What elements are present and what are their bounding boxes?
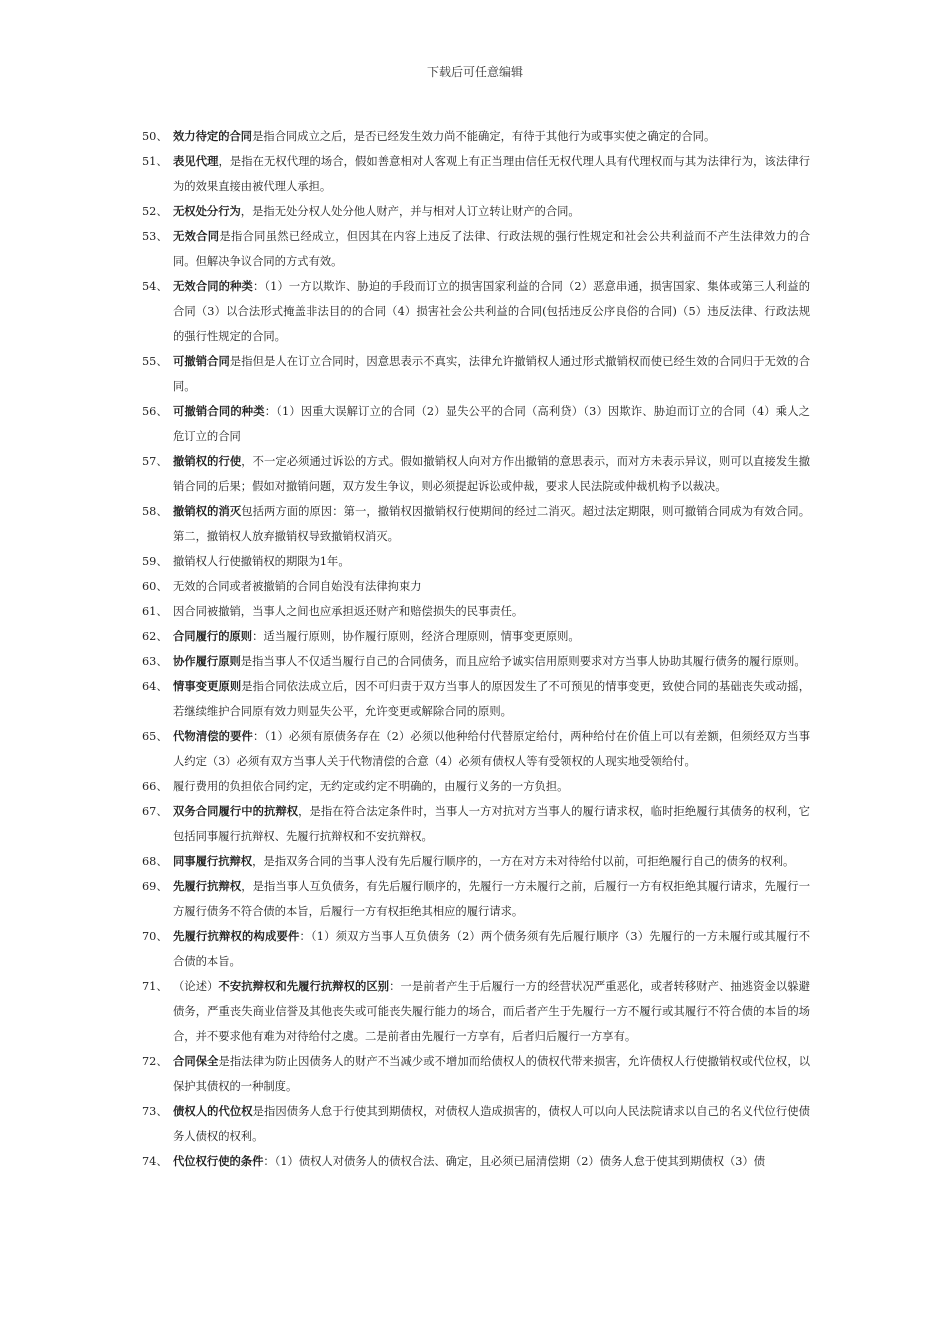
- item-body: [173, 724, 810, 774]
- item-number: 73、: [142, 1105, 168, 1118]
- item-body: [173, 599, 810, 624]
- item-number: 54、: [142, 280, 168, 293]
- item-term: 无效合同: [173, 229, 220, 243]
- item-body: [173, 1049, 810, 1099]
- item-number: 55、: [142, 355, 168, 368]
- item-number: 59、: [142, 555, 168, 568]
- item-number: 65、: [142, 730, 168, 743]
- item-body: [173, 874, 810, 924]
- item-term: 双务合同履行中的抗辩权: [173, 804, 299, 818]
- list-item: [142, 849, 810, 874]
- list-item: [142, 274, 810, 349]
- list-item: [142, 199, 810, 224]
- item-number: 52、: [142, 205, 168, 218]
- item-body: [173, 624, 810, 649]
- list-item: [142, 574, 810, 599]
- item-text: 是指因债务人怠于行使其到期债权，对债权人造成损害的，债权人可以向人民法院请求以自己的名义代位行使债务人债权的权利。: [173, 1105, 810, 1143]
- item-body: [173, 124, 810, 149]
- item-text: ，是指无处分权人处分他人财产，并与相对人订立转让财产的合同。: [240, 205, 580, 218]
- item-number: 69、: [142, 880, 168, 893]
- list-item: [142, 124, 810, 149]
- list-item: [142, 599, 810, 624]
- list-item: [142, 774, 810, 799]
- list-item: [142, 624, 810, 649]
- item-text: 是指但是人在订立合同时，因意思表示不真实，法律允许撤销权人通过形式撤销权而使已经生效的合同归于无效的合同。: [173, 355, 810, 393]
- list-item: [142, 149, 810, 199]
- item-text: 因合同被撤销，当事人之间也应承担返还财产和赔偿损失的民事责任。: [173, 605, 524, 618]
- item-term: 效力待定的合同: [173, 129, 253, 143]
- item-body: [173, 274, 810, 349]
- item-text: ：（1）须双方当事人互负债务（2）两个债务须有先后履行顺序（3）先履行的一方未履行或其履行不合债的本旨。: [173, 930, 810, 968]
- item-body: [173, 149, 810, 199]
- item-text: 撤销权人行使撤销权的期限为1年。: [173, 555, 350, 568]
- item-body: [173, 399, 810, 449]
- item-body: [173, 849, 810, 874]
- item-text: ：适当履行原则，协作履行原则，经济合理原则，情事变更原则。: [252, 630, 580, 643]
- item-number: 51、: [142, 155, 168, 168]
- list-item: [142, 349, 810, 399]
- item-text: ：一是前者产生于后履行一方的经营状况严重恶化，或者转移财产、抽逃资金以躲避债务，严重丧失商业信誉及其他丧失或可能丧失履行能力的场合，而后者产生于先履行一方不履行或其履行不符合债的本旨的场合，并不要求他有难为对待给付之虞。二是前者由先履行一方享有，后者归后履行一方享有。: [173, 980, 810, 1043]
- item-number: 74、: [142, 1155, 168, 1168]
- item-number: 67、: [142, 805, 168, 818]
- list-item: [142, 224, 810, 274]
- item-text: ：（1）必须有原债务存在（2）必须以他种给付代替原定给付，两种给付在价值上可以有差额，但须经双方当事人约定（3）必须有双方当事人关于代物清偿的合意（4）必须有债权人等有受领权的人现实地受领给付。: [173, 730, 810, 768]
- item-term: 撤销权的行使: [173, 454, 242, 468]
- item-number: 57、: [142, 455, 168, 468]
- item-body: [173, 1099, 810, 1149]
- item-term: 先履行抗辩权的构成要件: [173, 929, 300, 943]
- list-item: [142, 724, 810, 774]
- item-term: 不安抗辩权和先履行抗辩权的区别: [218, 979, 390, 993]
- item-term: 可撤销合同: [173, 354, 230, 368]
- list-item: [142, 549, 810, 574]
- item-number: 64、: [142, 680, 168, 693]
- list-item: [142, 649, 810, 674]
- item-text: ：（1）因重大误解订立的合同（2）显失公平的合同（高利贷）（3）因欺诈、胁迫而订立的合同（4）乘人之危订立的合同: [173, 405, 810, 443]
- list-item: [142, 924, 810, 974]
- item-number: 63、: [142, 655, 168, 668]
- item-text: 是指合同虽然已经成立，但因其在内容上违反了法律、行政法规的强行性规定和社会公共利益而不产生法律效力的合同。但解决争议合同的方式有效。: [173, 230, 810, 268]
- list-item: [142, 449, 810, 499]
- list-item: [142, 399, 810, 449]
- item-term: 合同保全: [173, 1054, 219, 1068]
- item-term: 先履行抗辩权: [173, 879, 242, 893]
- list-item: [142, 874, 810, 924]
- item-term: 代位权行使的条件: [173, 1154, 264, 1168]
- item-number: 56、: [142, 405, 168, 418]
- item-number: 58、: [142, 505, 168, 518]
- item-text: ，不一定必须通过诉讼的方式。假如撤销权人向对方作出撤销的意思表示，而对方未表示异议，则可以直接发生撤销合同的后果；假如对撤销问题，双方发生争议，则必须提起诉讼或仲裁，要求人民法院或仲裁机构予以裁决。: [173, 455, 810, 493]
- item-term: 协作履行原则: [173, 654, 241, 668]
- item-text: ，是指双务合同的当事人没有先后履行顺序的，一方在对方未对待给付以前，可拒绝履行自己的债务的权利。: [252, 855, 795, 868]
- item-body: [173, 199, 810, 224]
- item-term: 无效合同的种类: [173, 279, 253, 293]
- item-text: ：（1）债权人对债务人的债权合法、确定，且必须已届清偿期（2）债务人怠于使其到期债权（3）债: [263, 1155, 766, 1168]
- item-body: [173, 774, 810, 799]
- item-body: [173, 224, 810, 274]
- list-item: [142, 1099, 810, 1149]
- list-item: [142, 499, 810, 549]
- item-term: 同事履行抗辩权: [173, 854, 253, 868]
- list-item: [142, 674, 810, 724]
- item-prefix: （论述）: [173, 980, 219, 993]
- item-body: [173, 924, 810, 974]
- item-body: [173, 1149, 810, 1174]
- item-number: 53、: [142, 230, 168, 243]
- item-text: 是指当事人不仅适当履行自己的合同债务，而且应给予诚实信用原则要求对方当事人协助其履行债务的履行原则。: [240, 655, 806, 668]
- item-number: 71、: [142, 980, 168, 993]
- item-text: 是指合同成立之后，是否已经发生效力尚不能确定，有待于其他行为或事实使之确定的合同。: [252, 130, 716, 143]
- item-text: 是指合同依法成立后，因不可归责于双方当事人的原因发生了不可预见的情事变更，致使合同的基础丧失或动摇，若继续维护合同原有效力则显失公平，允许变更或解除合同的原则。: [173, 680, 810, 718]
- item-term: 撤销权的消灭: [173, 504, 242, 518]
- item-term: 可撤销合同的种类: [173, 404, 265, 418]
- list-item: [142, 1049, 810, 1099]
- item-body: [173, 349, 810, 399]
- page-header: 下载后可任意编辑: [426, 65, 523, 79]
- list-item: [142, 799, 810, 849]
- item-number: 70、: [142, 930, 168, 943]
- item-term: 表见代理: [173, 154, 219, 168]
- item-number: 60、: [142, 580, 168, 593]
- item-text: ：（1）一方以欺诈、胁迫的手段而订立的损害国家利益的合同（2）恶意串通，损害国家、集体或第三人利益的合同（3）以合法形式掩盖非法目的的合同（4）损害社会公共利益的合同(包括违反公序良俗的合同)（5）违反法律、行政法规的强行性规定的合同。: [173, 280, 810, 343]
- item-term: 合同履行的原则: [173, 629, 253, 643]
- item-term: 债权人的代位权: [173, 1104, 253, 1118]
- item-term: 情事变更原则: [173, 679, 242, 693]
- item-term: 代物清偿的要件: [173, 729, 253, 743]
- item-body: [173, 574, 810, 599]
- item-body: [173, 499, 810, 549]
- item-number: 50、: [142, 130, 168, 143]
- item-number: 72、: [142, 1055, 168, 1068]
- list-item: [142, 974, 810, 1049]
- item-text: 履行费用的负担依合同约定，无约定或约定不明确的，由履行义务的一方负担。: [173, 780, 569, 793]
- item-number: 68、: [142, 855, 168, 868]
- item-number: 66、: [142, 780, 168, 793]
- item-body: [173, 974, 810, 1049]
- item-text: ，是指在符合法定条件时，当事人一方对抗对方当事人的履行请求权，临时拒绝履行其债务的权利，它包括同事履行抗辩权、先履行抗辩权和不安抗辩权。: [173, 805, 810, 843]
- item-term: 无权处分行为: [173, 204, 241, 218]
- list-item: [142, 1149, 810, 1174]
- item-text: ，是指在无权代理的场合，假如善意相对人客观上有正当理由信任无权代理人具有代理权而与其为法律行为，该法律行为的效果直接由被代理人承担。: [173, 155, 810, 193]
- item-body: [173, 674, 810, 724]
- item-text: 是指法律为防止因债务人的财产不当减少或不增加而给债权人的债权代带来损害，允许债权人行使撤销权或代位权，以保护其债权的一种制度。: [173, 1055, 810, 1093]
- item-number: 62、: [142, 630, 168, 643]
- item-body: [173, 649, 810, 674]
- definition-list: [142, 124, 810, 1174]
- item-body: [173, 449, 810, 499]
- item-body: [173, 549, 810, 574]
- item-text: 包括两方面的原因：第一，撤销权因撤销权行使期间的经过二消灭。超过法定期限，则可撤销合同成为有效合同。第二，撤销权人放弃撤销权导致撤销权消灭。: [173, 505, 810, 543]
- item-text: 无效的合同或者被撤销的合同自始没有法律拘束力: [173, 580, 422, 593]
- item-body: [173, 799, 810, 849]
- item-text: ，是指当事人互负债务，有先后履行顺序的，先履行一方未履行之前，后履行一方有权拒绝其履行请求，先履行一方履行债务不符合债的本旨，后履行一方有权拒绝其相应的履行请求。: [173, 880, 810, 918]
- item-number: 61、: [142, 605, 168, 618]
